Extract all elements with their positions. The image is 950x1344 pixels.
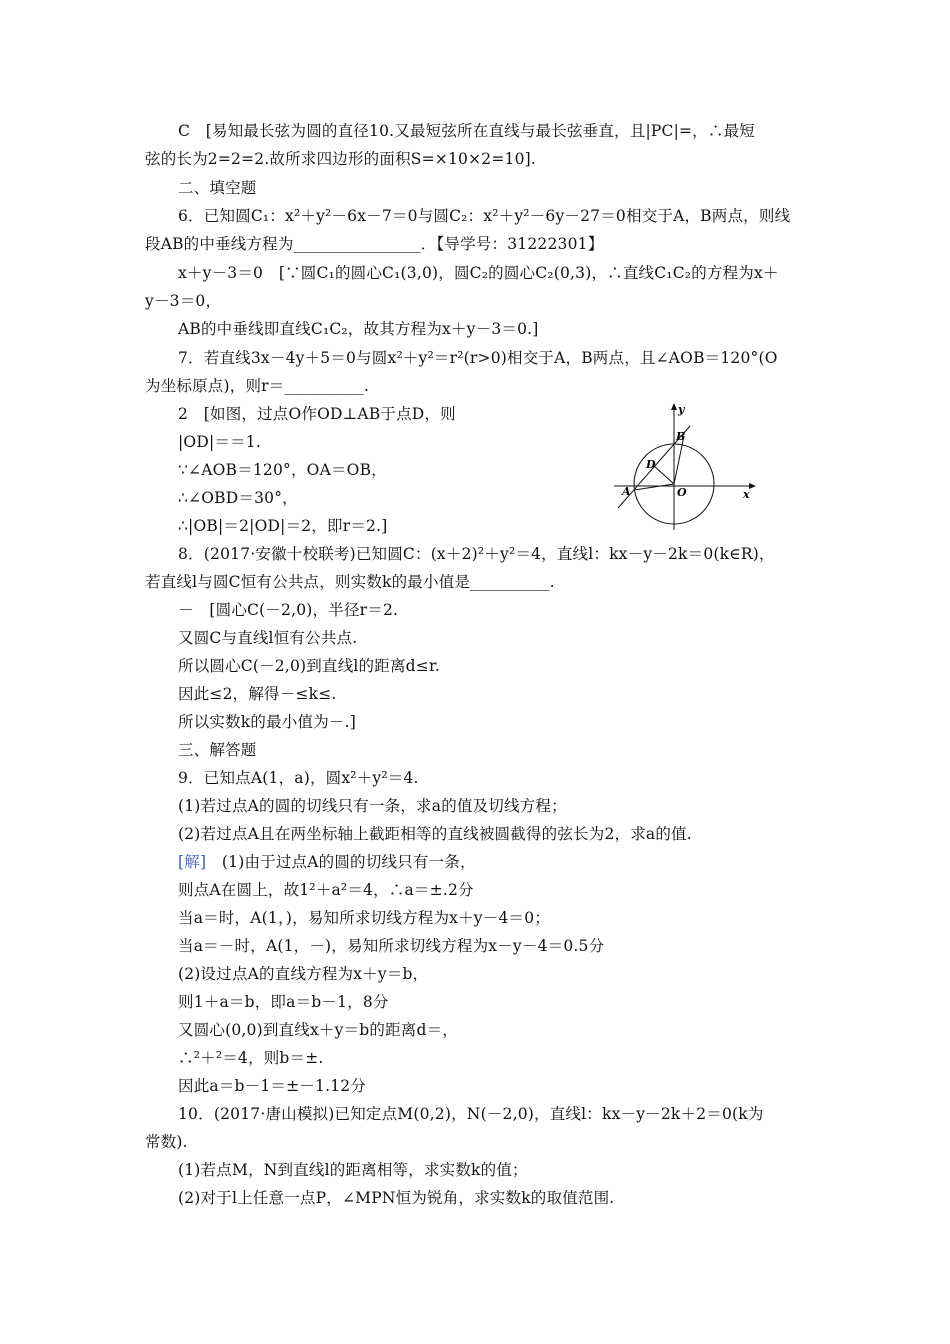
label-y: y: [678, 403, 685, 416]
sol9-line-1: [178, 851, 476, 873]
ans6-line-3: AB的中垂线即直线C₁C₂，故其方程为x＋y－3＝0.]: [178, 320, 539, 338]
q7-line-1: 7．若直线3x－4y＋5＝0与圆x²＋y²＝r²(r>0)相交于A，B两点，且∠AOB＝120°(O: [178, 349, 778, 367]
sol9-line-9: 因此a＝b－1＝±－1.12分: [178, 1077, 367, 1095]
q10-line-3: (1)若点M，N到直线l的距离相等，求实数k的值；: [178, 1161, 528, 1179]
q10-line-4: (2)对于l上任意一点P，∠MPN恒为锐角，求实数k的取值范围.: [178, 1189, 615, 1207]
sol9-line-5: (2)设过点A的直线方程为x＋y＝b，: [178, 965, 429, 983]
sol9-line-4: 当a＝－时，A(1，－)，易知所求切线方程为x－y－4＝0.5分: [178, 937, 605, 955]
q8-line-1: 8．(2017·安徽十校联考)已知圆C：(x＋2)²＋y²＝4，直线l：kx－y－2k＝0(k∈R)，: [178, 545, 775, 563]
q6-line-2: 段AB的中垂线方程为________________．【导学号：31222301】: [145, 235, 604, 253]
label-o: O: [677, 486, 687, 499]
label-a: A: [622, 485, 631, 498]
label-b: B: [676, 430, 686, 443]
ans8-line-3: 所以圆心C(－2,0)到直线l的距离d≤r.: [178, 657, 441, 675]
sol9-line-3: 当a＝时，A(1，)，易知所求切线方程为x＋y－4＝0；: [178, 909, 550, 927]
sol9-line-2: 则点A在圆上，故1²＋a²＝4，∴a＝±.2分: [178, 881, 474, 899]
x-axis-arrow: [749, 483, 756, 489]
ans8-line-2: 又圆C与直线l恒有公共点.: [178, 629, 358, 647]
ans7-line-2: |OD|＝＝1.: [178, 433, 261, 451]
q9-line-2: (1)若过点A的圆的切线只有一条，求a的值及切线方程；: [178, 797, 567, 815]
sol9-line-7: 又圆心(0,0)到直线x＋y＝b的距离d＝，: [178, 1021, 458, 1039]
ans5-line-1: C [易知最长弦为圆的直径10.又最短弦所在直线与最长弦垂直，且|PC|=，∴最短: [178, 122, 755, 140]
ans5-line-2: 弦的长为2=2=2.故所求四边形的面积S=×10×2=10].: [145, 150, 537, 168]
ans7-line-3: ∵∠AOB＝120°，OA＝OB，: [178, 461, 387, 479]
ans8-line-5: 所以实数k的最小值为－.]: [178, 713, 356, 731]
q7-line-2: 为坐标原点)，则r＝__________.: [145, 377, 370, 395]
q6-line-1: 6．已知圆C₁：x²＋y²－6x－7＝0与圆C₂：x²＋y²－6y－27＝0相交于A，B两点，则线: [178, 207, 791, 225]
q9-line-3: (2)若过点A且在两坐标轴上截距相等的直线被圆截得的弦长为2，求a的值.: [178, 825, 692, 843]
solution-tag: [解]: [178, 853, 207, 871]
section-title-fill: 二、填空题: [178, 179, 257, 197]
label-x: x: [743, 488, 750, 501]
label-d: D: [646, 458, 656, 471]
q10-line-2: 常数).: [145, 1133, 188, 1151]
ans8-line-1: － [圆心C(－2,0)，半径r＝2.: [178, 601, 399, 619]
ans8-line-4: 因此≤2，解得－≤k≤.: [178, 685, 337, 703]
q10-line-1: 10．(2017·唐山模拟)已知定点M(0,2)，N(－2,0)，直线l：kx－y－2k＋2＝0(k为: [178, 1105, 764, 1123]
q9-line-1: 9．已知点A(1，a)，圆x²＋y²＝4.: [178, 769, 419, 787]
ans7-line-1: 2 [如图，过点O作OD⊥AB于点D，则: [178, 405, 456, 423]
y-axis-arrow: [671, 403, 677, 410]
sol9-line-1-text: (1)由于过点A的圆的切线只有一条，: [206, 853, 476, 871]
sol9-line-6: 则1＋a＝b，即a＝b－1，8分: [178, 993, 389, 1011]
segment-oa: [634, 484, 674, 490]
section-title-solve: 三、解答题: [178, 741, 257, 759]
circle-figure: [614, 400, 756, 530]
sol9-line-8: ∴²＋²＝4，则b＝±.: [178, 1049, 324, 1067]
segment-od: [654, 466, 674, 484]
q8-line-2: 若直线l与圆C恒有公共点，则实数k的最小值是__________.: [145, 573, 555, 591]
ans7-line-4: ∴∠OBD＝30°，: [178, 489, 298, 507]
ans7-line-5: ∴|OB|＝2|OD|＝2，即r＝2.]: [178, 517, 388, 535]
ans6-line-1: x＋y－3＝0 [∵圆C₁的圆心C₁(3,0)，圆C₂的圆心C₂(0,3)，∴直线C₁C₂的方程为x＋: [178, 264, 779, 282]
ans6-line-2: y－3＝0，: [145, 292, 222, 310]
